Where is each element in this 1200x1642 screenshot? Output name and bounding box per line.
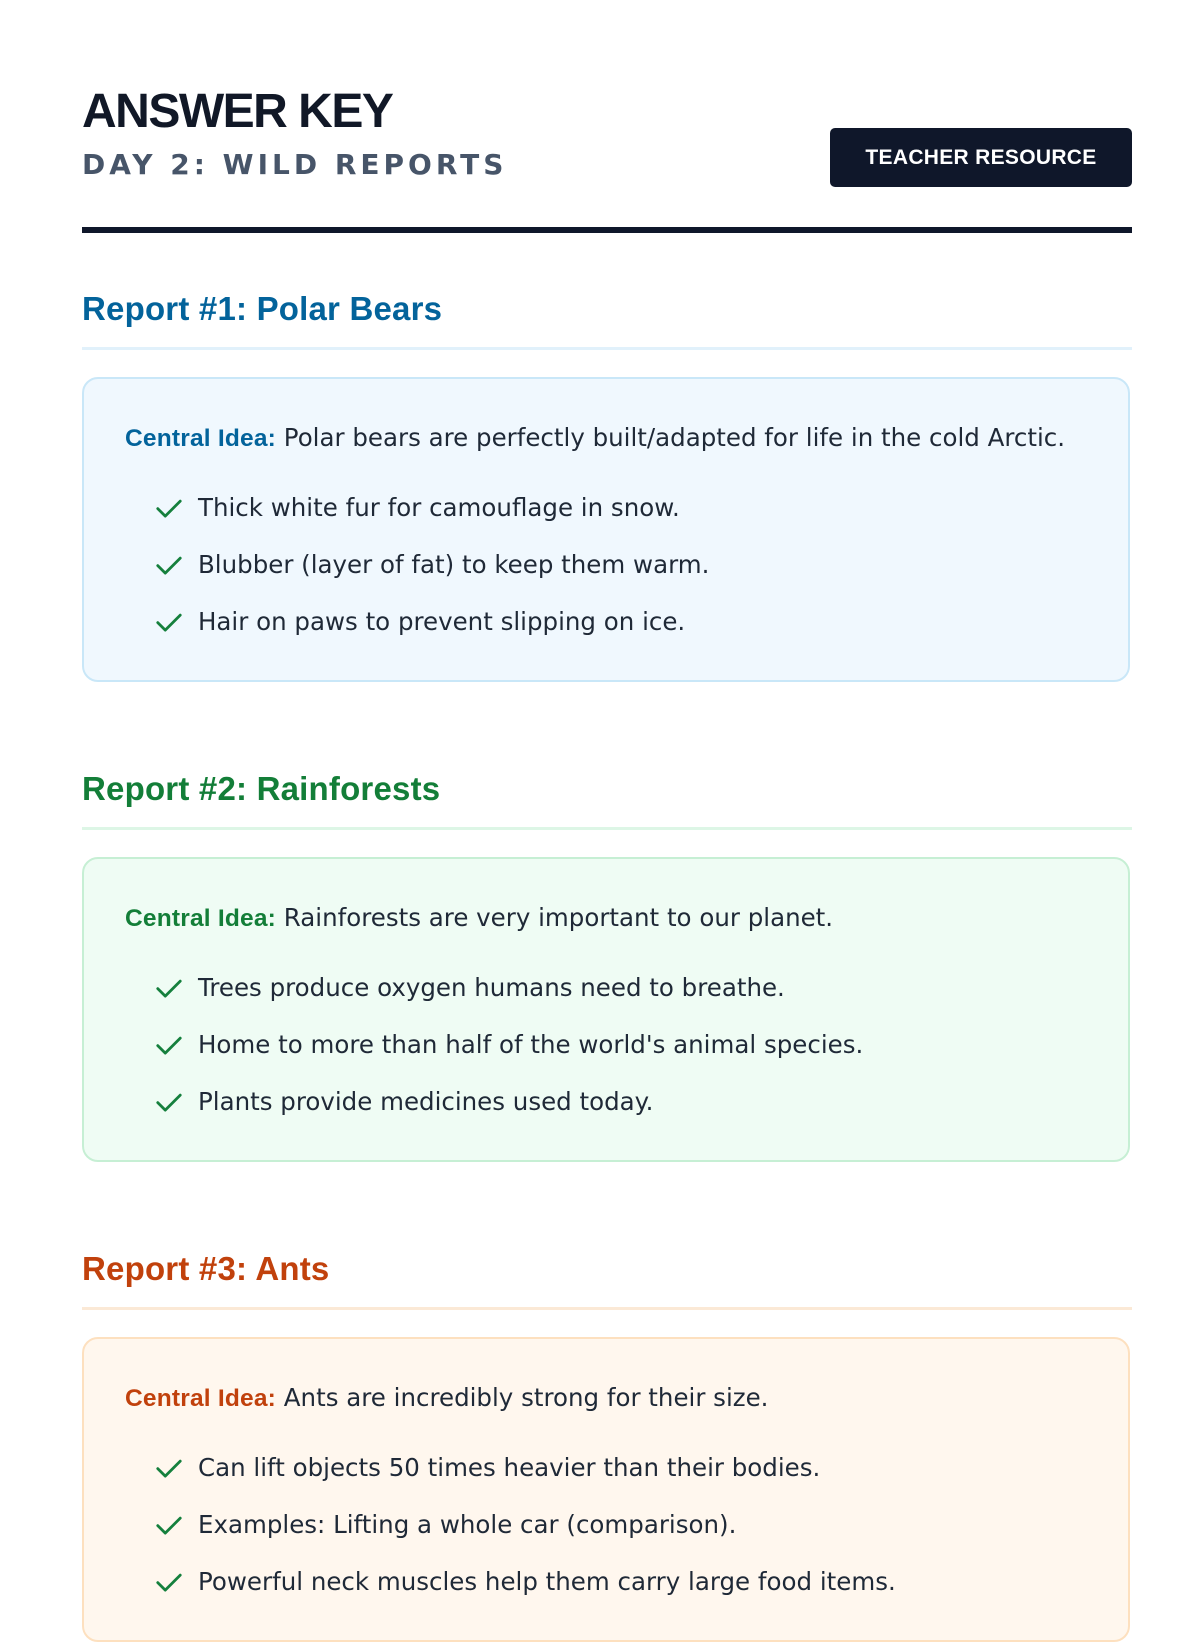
list-item: [154, 1073, 1087, 1130]
report-card: [82, 377, 1130, 682]
report-card: [82, 857, 1130, 1162]
point-text: Powerful neck muscles help them carry large food items.: [198, 1567, 896, 1596]
point-text: Hair on paws to prevent slipping on ice.: [198, 607, 686, 636]
checkmark-icon: [154, 1510, 184, 1540]
checkmark-icon: [154, 607, 184, 637]
list-item: [154, 479, 1087, 536]
answer-key-page: [82, 0, 1132, 1596]
report-card: [82, 1337, 1130, 1642]
central-idea-text: Rainforests are very important to our planet.: [283, 903, 834, 932]
central-idea-label: Central Idea:: [125, 425, 276, 452]
list-item: [154, 1553, 1087, 1610]
checkmark-icon: [154, 1453, 184, 1483]
list-item: [154, 1496, 1087, 1553]
list-item: [154, 536, 1087, 593]
checkmark-icon: [154, 1030, 184, 1060]
header-divider: [82, 227, 1132, 233]
checkmark-icon: [154, 1087, 184, 1117]
list-item: [154, 959, 1087, 1016]
list-item: [154, 593, 1087, 650]
central-idea: [125, 1382, 1087, 1415]
point-text: Can lift objects 50 times heavier than their bodies.: [198, 1453, 821, 1482]
central-idea-label: Central Idea:: [125, 905, 276, 932]
central-idea-label: Central Idea:: [125, 1385, 276, 1412]
checkmark-icon: [154, 973, 184, 1003]
report-title: Report #3: Ants: [82, 1250, 330, 1287]
list-item: [154, 1439, 1087, 1496]
teacher-resource-badge: TEACHER RESOURCE: [830, 128, 1132, 187]
report-title: Report #1: Polar Bears: [82, 290, 443, 327]
section-divider: [82, 347, 1132, 350]
report-title: Report #2: Rainforests: [82, 770, 441, 807]
supporting-points: [125, 959, 1087, 1130]
central-idea-text: Ants are incredibly strong for their size.: [283, 1383, 769, 1412]
central-idea: [125, 422, 1087, 455]
page-header: [82, 0, 1132, 236]
checkmark-icon: [154, 493, 184, 523]
page-title: ANSWER KEY: [82, 85, 393, 138]
list-item: [154, 1016, 1087, 1073]
central-idea-text: Polar bears are perfectly built/adapted for life in the cold Arctic.: [283, 423, 1066, 452]
section-divider: [82, 1307, 1132, 1310]
section-divider: [82, 827, 1132, 830]
report-section-rainforests: [82, 769, 1132, 1162]
point-text: Examples: Lifting a whole car (comparison).: [198, 1510, 737, 1539]
page-subtitle: DAY 2: WILD REPORTS: [82, 148, 508, 181]
point-text: Trees produce oxygen humans need to breathe.: [198, 973, 785, 1002]
checkmark-icon: [154, 550, 184, 580]
report-section-ants: [82, 1249, 1132, 1642]
supporting-points: [125, 1439, 1087, 1610]
point-text: Blubber (layer of fat) to keep them warm.: [198, 550, 710, 579]
checkmark-icon: [154, 1567, 184, 1597]
point-text: Thick white fur for camouflage in snow.: [198, 493, 680, 522]
point-text: Plants provide medicines used today.: [198, 1087, 654, 1116]
central-idea: [125, 902, 1087, 935]
report-section-polar-bears: [82, 289, 1132, 682]
point-text: Home to more than half of the world's animal species.: [198, 1030, 864, 1059]
supporting-points: [125, 479, 1087, 650]
